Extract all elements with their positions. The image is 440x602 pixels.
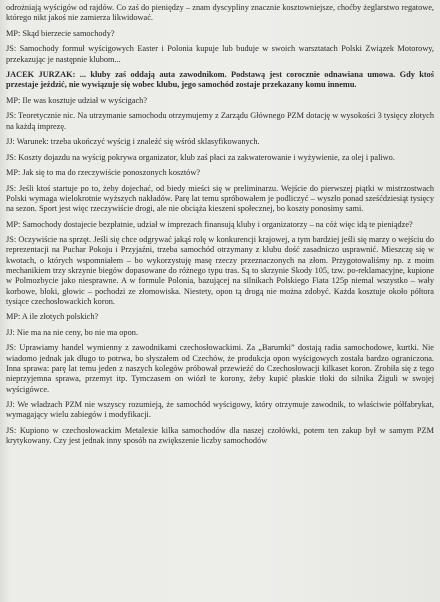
paragraph-2 xyxy=(6,44,434,65)
paragraph-text: A ile złotych polskich? xyxy=(20,312,99,322)
paragraph-10 xyxy=(6,220,434,230)
speaker-label: MP: xyxy=(6,168,21,178)
speaker-label: MP: xyxy=(6,95,21,105)
speaker-label: JS: xyxy=(6,44,17,54)
paragraph-text: Ile was kosztuje udział w wyścigach? xyxy=(20,95,148,105)
paragraph-14 xyxy=(6,343,434,394)
paragraph-text: Oczywiście na sprzęt. Jeśli się chce odgrywać jakąś rolę w konkurencji krajowej, a tym bardziej jeśli się marzy o wejściu do reprezentacji na Puchar Pokoju i Przyjaźni, trzeba samochód otrzymany z klubu dość zasadniczo usprawnić. Mieszczę się w kwotach, o których wspomniałem – bo wykorzystuję masę rzeczy przeznaczonych na złom. Przygotowaliśmy np. z moim mechanikiem trzy skrzynie biegów dopasowane do różnego typu tras. Są to skrzynie Skody 105, tzw. po-reklamacyjne, kupione w Polmozbycie jako niesprawne. A w formule Polonia, bazującej na silnikach Polskiego Fiata 125p niemal wszystko – wały korbowe, bloki, głowic – pochodzi ze złomowiska. Niestety, opon tą drogą nie można zdobyć. Każda kosztuje około półtora tysiące czechosłowackich koron. xyxy=(6,235,434,306)
paragraph-4 xyxy=(6,96,434,106)
speaker-label: JJ: xyxy=(6,400,15,410)
speaker-label: JJ: xyxy=(6,327,15,337)
paragraph-text: Samochody formuł wyścigowych Easter i Polonia kupuje lub buduje w swoich warsztatach Polski Związek Motorowy, przekazując je następnie klubom... xyxy=(6,44,434,64)
paragraph-text: odrożniają wyścigów od rajdów. Co zaś do pieniędzy – znam dyscypliny znacznie kosztowniejsze, choćby żeglarstwo regatowe, którego nikt jakoś nie zamierza likwidować. xyxy=(6,3,434,23)
paragraph-7 xyxy=(6,153,434,163)
paragraph-13 xyxy=(6,328,434,338)
paragraph-15 xyxy=(6,400,434,421)
speaker-label: MP: xyxy=(6,312,21,322)
speaker-label: MP: xyxy=(6,219,21,229)
speaker-label: JS: xyxy=(6,111,17,121)
paragraph-text: Kupiono w czechosłowackim Metalexie kilka samochodów dla naszej czołówki, potem ten zakup był w samym PZM krytykowany. Czy jest jednak inny sposób na zwiększenie liczby samochodów xyxy=(6,425,434,446)
paragraph-text: ... kluby zaś oddają auta zawodnikom. Podstawą jest corocznie odnawiana umowa. Gdy ktoś przestaje jeździć, nie wywiązuje się wobec klubu, jego samochód zostaje przekazany komu innemu. xyxy=(6,70,434,90)
paragraph-text: We władzach PZM nie wszyscy rozumieją, że samochód wyścigowy, który otrzymuje zawodnik, to właściwie półfabrykat, wymagający wielu zabiegów i modyfikacji. xyxy=(6,400,434,420)
paragraph-text: Uprawiamy handel wymienny z zawodnikami czechosłowackimi. Za „Barumki” dostają radia samochodowe, kurtki. Nie wiadomo jednak jak długo to potrwa, bo słyszałem od Czechów, że produkcja opon wyścigowych została bardzo ograniczona. Inna sprawa: parę lat temu jeden z naszych kolegów próbował przewieźć do Czechosłowacji kilkaset koron. Zrobiła się z tego nieprzyjemna sprawa, przemyt itp. Tymczasem on wiózł te korony, żeby kupić płaskie tłoki do silnika Żiguli w swojej wyścigówce. xyxy=(6,343,434,394)
paragraph-text: Koszty dojazdu na wyścig pokrywa organizator, klub zaś płaci za zakwaterowanie i wyżywienie, za olej i paliwo. xyxy=(16,152,395,162)
paragraph-text: Jeśli ktoś startuje po to, żeby dojechać, od biedy mieści się w preliminarzu. Wejście do pierwszej piątki w mistrzostwach Polski wymaga wielokrotnie wyższych nakładów. Parę lat temu spróbowałem je podliczyć – wyszło ponad sześćdziesiąt tysięcy na sezon. Sport jest więc rzeczywiście drogi, ale nie obciąża kieszeni społecznej, bo koszty ponosimy sami. xyxy=(6,183,434,214)
paragraph-text: Teoretycznie nic. Na utrzymanie samochodu otrzymujemy z Zarządu Głównego PZM dotację w wysokości 3 tysięcy złotych na każdą imprezę. xyxy=(6,111,434,131)
speaker-label: JS: xyxy=(6,235,17,245)
paragraph-9 xyxy=(6,184,434,215)
paragraph-12 xyxy=(6,312,434,322)
paragraph-5 xyxy=(6,111,434,132)
paragraph-1 xyxy=(6,29,434,39)
paragraph-16 xyxy=(6,426,434,447)
paragraph-text: Jak się to ma do rzeczywiście ponoszonych kosztów? xyxy=(20,168,201,178)
speaker-label: JS: xyxy=(6,343,17,353)
paragraph-6 xyxy=(6,137,434,147)
speaker-label: MP: xyxy=(6,28,21,38)
speaker-label: JJ: xyxy=(6,137,15,147)
paragraph-text: Samochody dostajecie bezpłatnie, udział w imprezach finansują kluby i organizatorzy – na cóż więc idą te pieniądze? xyxy=(20,219,413,229)
paragraph-text: Warunek: trzeba ukończyć wyścig i znaleźć się wśród sklasyfikowanych. xyxy=(14,137,260,147)
paragraph-text: Skąd bierzecie samochody? xyxy=(20,28,115,38)
paragraph-3 xyxy=(6,70,434,91)
paragraph-text: Nie ma na nie ceny, bo nie ma opon. xyxy=(14,327,138,337)
paragraph-11 xyxy=(6,235,434,307)
speaker-label: JACEK JURZAK: xyxy=(6,70,76,80)
speaker-label: JS: xyxy=(6,425,17,435)
paragraph-8 xyxy=(6,168,434,178)
paragraph-0 xyxy=(6,3,434,24)
speaker-label: JS: xyxy=(6,152,17,162)
speaker-label: JS: xyxy=(6,183,17,193)
